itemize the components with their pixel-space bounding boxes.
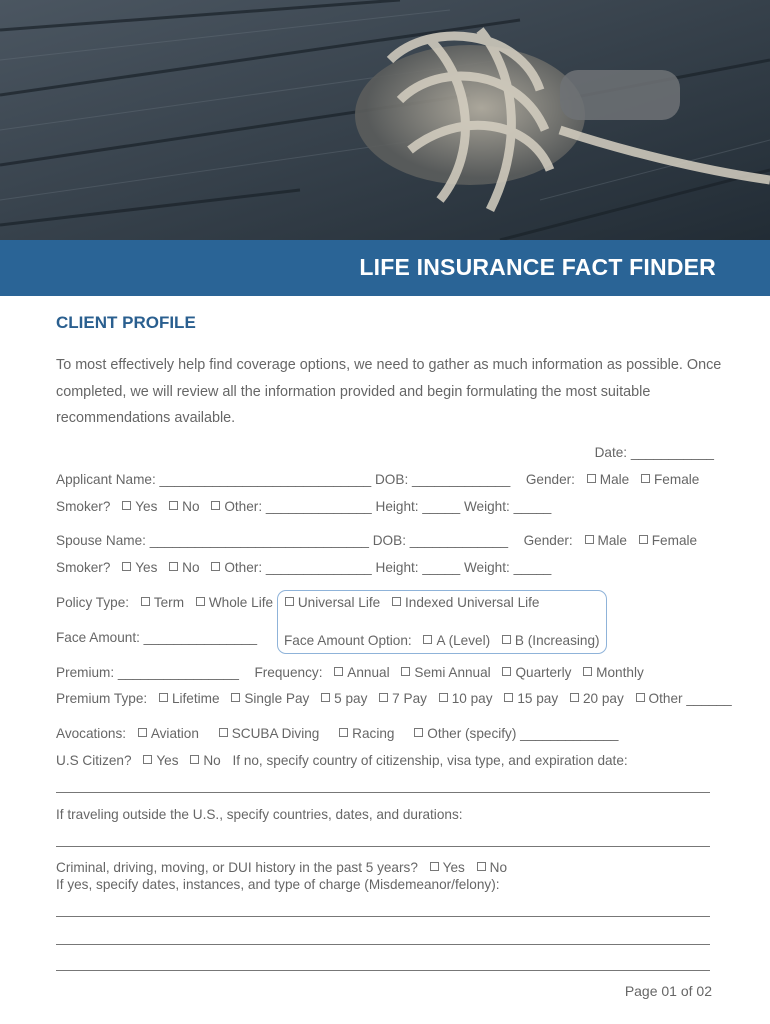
criminal-answer-line-3[interactable] (56, 970, 710, 971)
criminal-no-checkbox[interactable] (477, 862, 486, 871)
semi-annual-label: Semi Annual (414, 665, 491, 680)
whole-life-checkbox[interactable] (196, 597, 205, 606)
applicant-row (56, 472, 699, 487)
travel-question: If traveling outside the U.S., specify countries, dates, and durations: (56, 807, 463, 822)
indexed-universal-life-label: Indexed Universal Life (404, 595, 540, 610)
criminal-yes-checkbox[interactable] (430, 862, 439, 871)
citizen-label: U.S Citizen? (56, 753, 132, 768)
option-b-label: B (Increasing) (514, 633, 600, 648)
15-pay-label: 15 pay (517, 691, 559, 706)
weight-field[interactable]: Weight: _____ (463, 499, 552, 514)
20-pay-checkbox[interactable] (570, 693, 579, 702)
criminal-no-label: No (489, 860, 508, 875)
racing-label: Racing (352, 726, 395, 741)
7-pay-label: 7 Pay (392, 691, 427, 706)
citizen-yes-label: Yes (156, 753, 179, 768)
spouse-dob-field[interactable]: DOB: _____________ (372, 533, 509, 548)
universal-life-label: Universal Life (297, 595, 381, 610)
policy-type-label: Policy Type: (56, 595, 130, 610)
spouse-smoker-no-checkbox[interactable] (169, 562, 178, 571)
spouse-male-checkbox[interactable] (585, 535, 594, 544)
applicant-male-checkbox[interactable] (587, 474, 596, 483)
citizenship-answer-line[interactable] (56, 792, 710, 793)
option-b-checkbox[interactable] (502, 635, 511, 644)
applicant-male-label: Male (599, 472, 630, 487)
15-pay-checkbox[interactable] (504, 693, 513, 702)
face-amount-row (56, 630, 257, 645)
document-title: LIFE INSURANCE FACT FINDER (359, 254, 716, 280)
spouse-smoker-other-checkbox[interactable] (211, 562, 220, 571)
height-field[interactable]: Height: _____ (375, 499, 461, 514)
smoker-yes-checkbox[interactable] (122, 501, 131, 510)
aviation-label: Aviation (150, 726, 199, 741)
criminal-answer-line-2[interactable] (56, 944, 710, 945)
citizen-note: If no, specify country of citizenship, visa type, and expiration date: (232, 753, 628, 768)
citizen-no-checkbox[interactable] (190, 755, 199, 764)
travel-answer-line[interactable] (56, 846, 710, 847)
policy-type-row (56, 595, 540, 610)
spouse-smoker-yes-label: Yes (135, 560, 158, 575)
10-pay-checkbox[interactable] (439, 693, 448, 702)
spouse-weight-field[interactable]: Weight: _____ (463, 560, 552, 575)
quarterly-label: Quarterly (515, 665, 572, 680)
10-pay-label: 10 pay (451, 691, 493, 706)
smoker-yes-label: Yes (135, 499, 158, 514)
applicant-smoker-row (56, 499, 551, 514)
universal-life-checkbox[interactable] (285, 597, 294, 606)
option-a-label: A (Level) (436, 633, 491, 648)
face-amount-field[interactable]: Face Amount: _______________ (56, 630, 258, 645)
20-pay-label: 20 pay (582, 691, 624, 706)
intro-paragraph: To most effectively help find coverage options, we need to gather as much information as possible. Once completed, we will review all the information provided and begin formulating the most suitable recommendations available. (56, 357, 722, 426)
criminal-yes-label: Yes (442, 860, 465, 875)
other-pay-field[interactable]: Other ______ (648, 691, 732, 706)
spouse-smoker-yes-checkbox[interactable] (122, 562, 131, 571)
single-pay-label: Single Pay (244, 691, 310, 706)
annual-label: Annual (347, 665, 390, 680)
other-avocation-field[interactable]: Other (specify) _____________ (427, 726, 619, 741)
scuba-checkbox[interactable] (219, 728, 228, 737)
citizen-row (56, 753, 628, 768)
criminal-row (56, 860, 507, 875)
scuba-label: SCUBA Diving (231, 726, 320, 741)
other-avocation-checkbox[interactable] (414, 728, 423, 737)
term-checkbox[interactable] (141, 597, 150, 606)
aviation-checkbox[interactable] (138, 728, 147, 737)
avocations-label: Avocations: (56, 726, 127, 741)
citizen-yes-checkbox[interactable] (143, 755, 152, 764)
monthly-label: Monthly (596, 665, 644, 680)
spouse-male-label: Male (597, 533, 627, 548)
criminal-detail: If yes, specify dates, instances, and type of charge (Misdemeanor/felony): (56, 877, 500, 892)
whole-life-label: Whole Life (208, 595, 274, 610)
quarterly-checkbox[interactable] (502, 667, 511, 676)
other-pay-checkbox[interactable] (636, 693, 645, 702)
racing-checkbox[interactable] (339, 728, 348, 737)
smoker-other-checkbox[interactable] (211, 501, 220, 510)
7-pay-checkbox[interactable] (379, 693, 388, 702)
face-amount-option-label: Face Amount Option: (284, 633, 412, 648)
hero-image (0, 0, 770, 240)
smoker-no-checkbox[interactable] (169, 501, 178, 510)
spouse-smoker-label: Smoker? (56, 560, 111, 575)
smoker-no-label: No (182, 499, 200, 514)
5-pay-checkbox[interactable] (321, 693, 330, 702)
citizen-no-label: No (203, 753, 221, 768)
smoker-other-field[interactable]: Other: ______________ (224, 499, 372, 514)
lifetime-checkbox[interactable] (159, 693, 168, 702)
term-label: Term (153, 595, 185, 610)
criminal-answer-line-1[interactable] (56, 916, 710, 917)
premium-type-label: Premium Type: (56, 691, 148, 706)
spouse-name-field[interactable]: Spouse Name: _____________________________ (56, 533, 369, 548)
semi-annual-checkbox[interactable] (401, 667, 410, 676)
section-title: CLIENT PROFILE (56, 313, 196, 332)
title-banner (0, 240, 770, 296)
5-pay-label: 5 pay (334, 691, 368, 706)
option-a-checkbox[interactable] (423, 635, 432, 644)
spouse-row (56, 533, 697, 548)
face-amount-option-row (284, 633, 600, 648)
spouse-smoker-no-label: No (182, 560, 200, 575)
applicant-female-checkbox[interactable] (641, 474, 650, 483)
spouse-female-checkbox[interactable] (639, 535, 648, 544)
spouse-smoker-row (56, 560, 551, 575)
premium-row (56, 665, 644, 680)
frequency-label: Frequency: (254, 665, 323, 680)
premium-field[interactable]: Premium: ________________ (56, 665, 239, 680)
indexed-universal-life-checkbox[interactable] (392, 597, 401, 606)
applicant-gender-label: Gender: (525, 472, 575, 487)
monthly-checkbox[interactable] (583, 667, 592, 676)
applicant-female-label: Female (654, 472, 700, 487)
avocations-row (56, 726, 618, 741)
date-field[interactable]: Date: ___________ (594, 445, 714, 460)
applicant-name-field[interactable]: Applicant Name: ____________________________ (56, 472, 372, 487)
spouse-smoker-other-field[interactable]: Other: ______________ (224, 560, 372, 575)
criminal-question: Criminal, driving, moving, or DUI history in the past 5 years? (56, 860, 418, 875)
dock-rope-photo (0, 0, 770, 240)
applicant-dob-field[interactable]: DOB: _____________ (374, 472, 511, 487)
premium-type-row (56, 691, 732, 706)
spouse-gender-label: Gender: (523, 533, 573, 548)
annual-checkbox[interactable] (334, 667, 343, 676)
spouse-female-label: Female (651, 533, 698, 548)
single-pay-checkbox[interactable] (231, 693, 240, 702)
lifetime-label: Lifetime (171, 691, 220, 706)
smoker-label: Smoker? (56, 499, 111, 514)
page-number: Page 01 of 02 (624, 983, 712, 999)
spouse-height-field[interactable]: Height: _____ (375, 560, 461, 575)
